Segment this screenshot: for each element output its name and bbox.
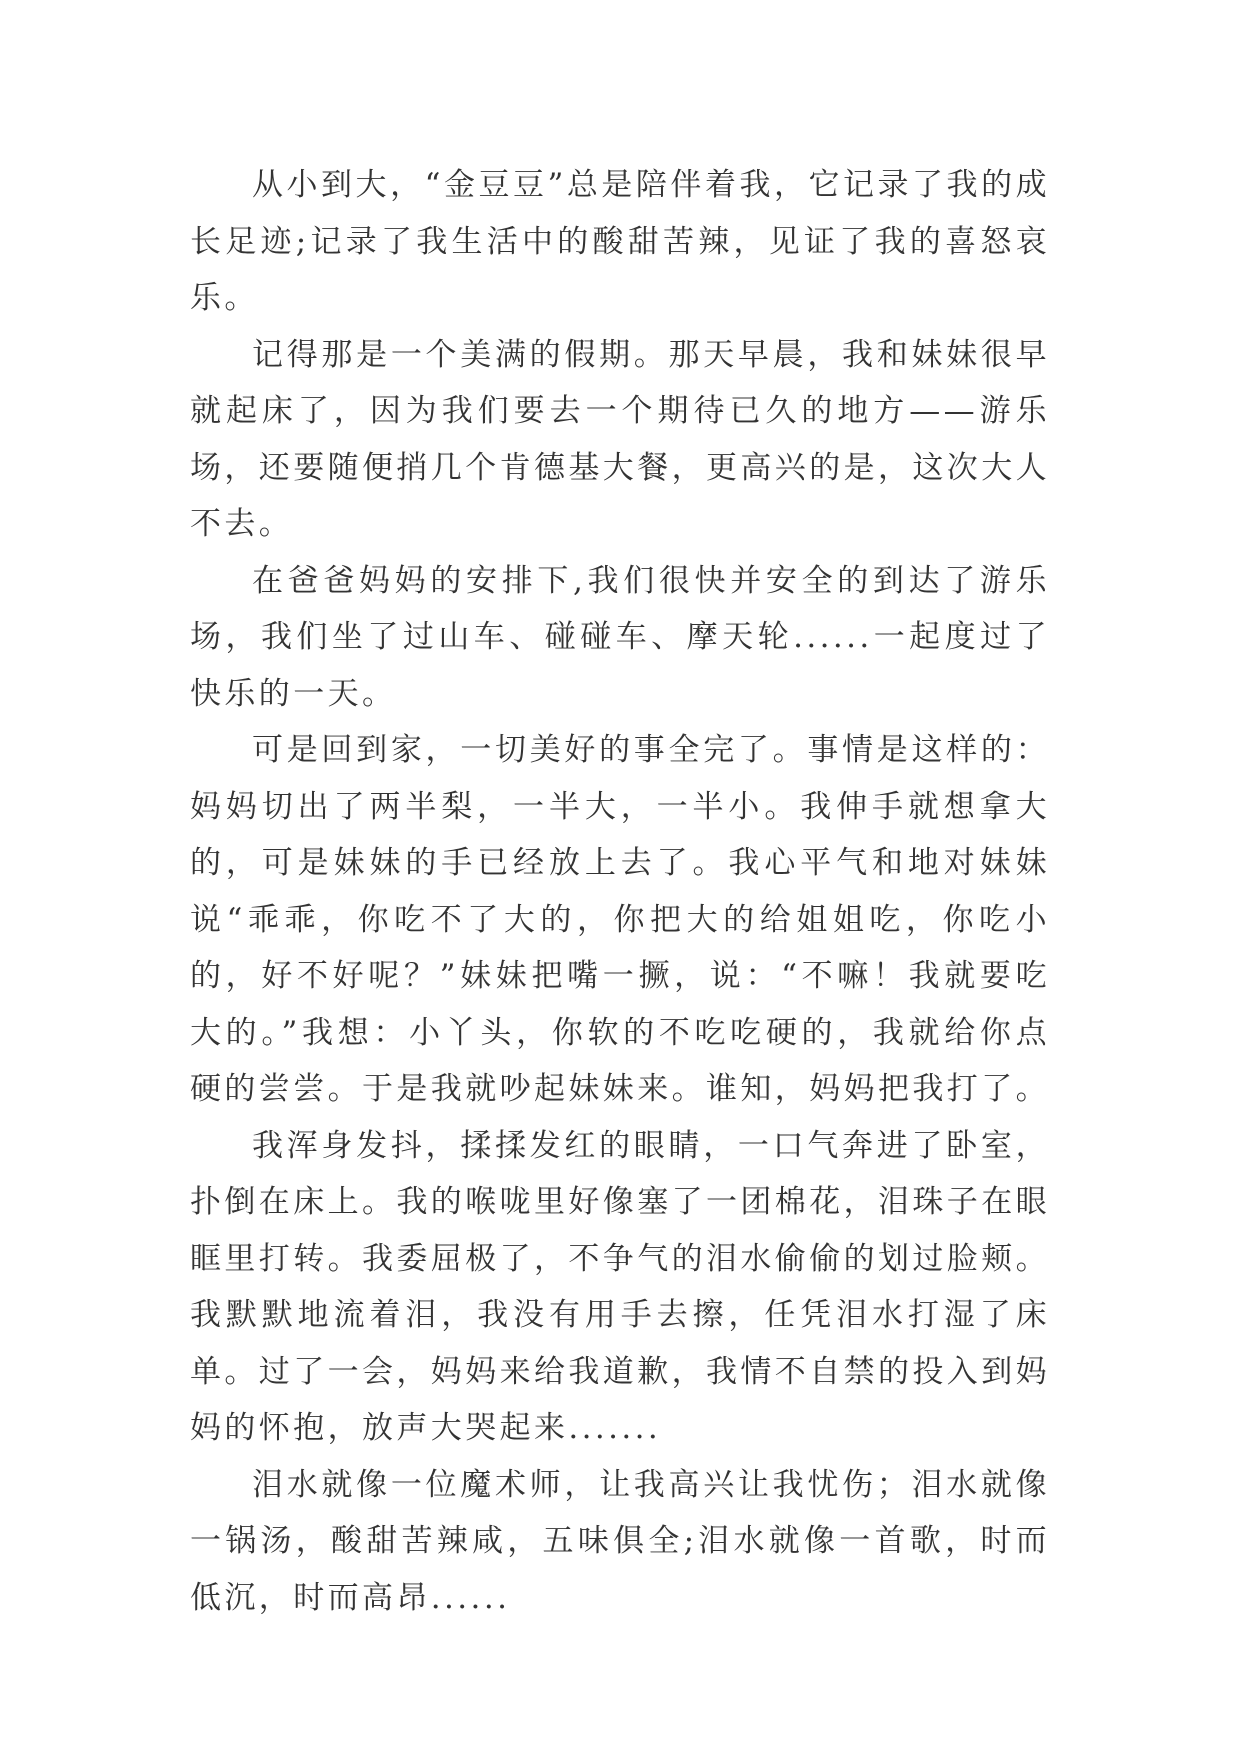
paragraph-1: 从小到大，“金豆豆”总是陪伴着我，它记录了我的成长足迹;记录了我生活中的酸甜苦辣，见证了我的喜怒哀乐。 (190, 167, 1050, 316)
paragraph-5: 我浑身发抖，揉揉发红的眼睛，一口气奔进了卧室，扑倒在床上。我的喉咙里好像塞了一团棉花，泪珠子在眼眶里打转。我委屈极了，不争气的泪水偷偷的划过脸颊。我默默地流着泪，我没有用手去擦，任凭泪水打湿了床单。过了一会，妈妈来给我道歉，我情不自禁的投入到妈妈的怀抱，放声大哭起来....... (190, 1127, 1050, 1446)
paragraph-2: 记得那是一个美满的假期。那天早晨，我和妹妹很早就起床了，因为我们要去一个期待已久的地方——游乐场，还要随便捎几个肯德基大餐，更高兴的是，这次大人不去。 (190, 336, 1050, 542)
paragraph-6: 泪水就像一位魔术师，让我高兴让我忧伤；泪水就像一锅汤，酸甜苦辣咸，五味俱全;泪水就像一首歌，时而低沉，时而高昂...... (190, 1466, 1050, 1616)
paragraph-4: 可是回到家，一切美好的事全完了。事情是这样的：妈妈切出了两半梨，一半大，一半小。我伸手就想拿大的，可是妹妹的手已经放上去了。我心平气和地对妹妹说“乖乖，你吃不了大的，你把大的给姐姐吃，你吃小的，好不好呢？”妹妹把嘴一撅，说：“不嘛！我就要吃大的。”我想：小丫头，你软的不吃吃硬的，我就给你点硬的尝尝。于是我就吵起妹妹来。谁知，妈妈把我打了。 (190, 732, 1050, 1107)
essay-body (190, 157, 1050, 1626)
paragraph-3: 在爸爸妈妈的安排下,我们很快并安全的到达了游乐场，我们坐了过山车、碰碰车、摩天轮......一起度过了快乐的一天。 (190, 562, 1050, 712)
